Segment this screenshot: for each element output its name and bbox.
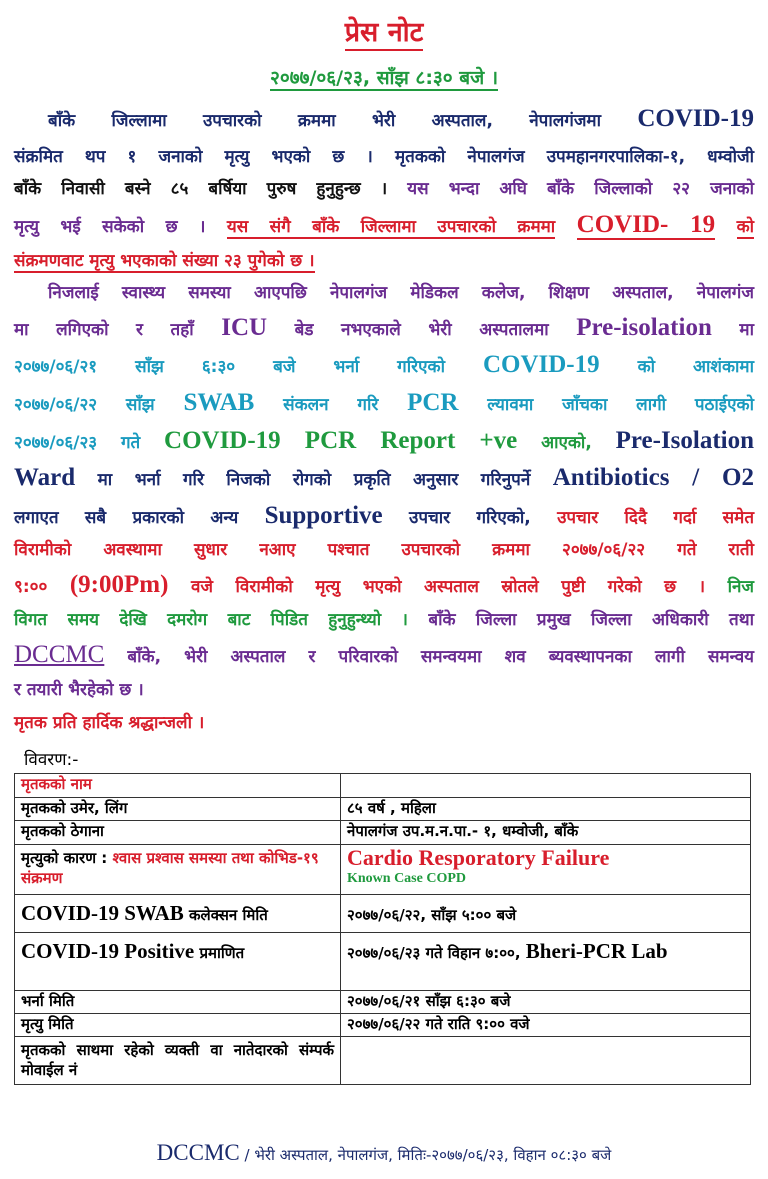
table-row <box>15 895 751 933</box>
row-label: COVID-19 SWAB कलेक्सन मिति <box>15 895 341 933</box>
p2-line-3: २०७७/०६/२१ साँझ ६:३० बजे भर्ना गरिएको COVID-19 को आशंकामा <box>14 351 755 378</box>
p1-line-3: बाँके निवासी बस्ने ८५ बर्षिया पुरुष हुनुहुन्छ । यस भन्दा अघि बाँके जिल्लाको २२ जनाको <box>14 179 755 199</box>
p2-line-9: ९:०० (9:00Pm) वजे विरामीको मृत्यु भएको अस्पताल स्रोतले पुष्टी गरेको छ । निज <box>14 571 755 598</box>
p1-line-4: मृत्यु भई सकेको छ । यस संगै बाँके जिल्लामा उपचारको क्रममा COVID- 19 को <box>14 211 755 238</box>
p2-line-12: र तयारी भैरहेको छ । <box>14 680 144 700</box>
table-row <box>15 933 751 991</box>
details-label: विवरण:- <box>24 750 79 770</box>
p1-line-1: बाँके जिल्लामा उपचारको क्रममा भेरी अस्पताल, नेपालगंजमा COVID-19 <box>48 105 754 132</box>
details-table <box>14 773 751 1085</box>
row-label: मृतकको उमेर, लिंग <box>15 798 341 821</box>
row-label: भर्ना मिति <box>15 991 341 1014</box>
row-label: मृतकको ठेगाना <box>15 821 341 845</box>
p2-line-6: Ward मा भर्ना गरि निजको रोगको प्रकृति अनुसार गरिनुपर्ने Antibiotics / O2 <box>14 464 754 491</box>
p2-line-7: लगाएत सबै प्रकारको अन्य Supportive उपचार गरिएको, उपचार दिदै गर्दा समेत <box>14 502 755 529</box>
row-value <box>341 1037 751 1085</box>
table-row <box>15 774 751 798</box>
p2-line-4: २०७७/०६/२२ साँझ SWAB संकलन गरि PCR ल्यावमा जाँचका लागी पठाईएको <box>14 389 754 416</box>
table-row <box>15 991 751 1014</box>
row-label: COVID-19 Positive प्रमाणित <box>15 933 341 991</box>
table-row <box>15 1014 751 1037</box>
row-label: मृत्यु मिति <box>15 1014 341 1037</box>
row-value: २०७७/०६/२२ गते राति ९:०० वजे <box>341 1014 751 1037</box>
condolence: मृतक प्रति हार्दिक श्रद्धान्जली । <box>14 713 205 733</box>
table-row <box>15 798 751 821</box>
row-value: नेपालगंज उप.म.न.पा.- १, धम्वोजी, बाँके <box>341 821 751 845</box>
row-value <box>341 774 751 798</box>
p2-line-10: विगत समय देखि दमरोग बाट पिडित हुनुहुन्थ्यो । बाँके जिल्ला प्रमुख जिल्ला अधिकारी तथा <box>14 610 755 630</box>
press-note-title: प्रेस नोट <box>0 12 768 49</box>
press-note-dateline: २०७७/०६/२३, साँझ ८:३० बजे । <box>269 67 499 89</box>
row-label: मृत्युको कारण : श्वास प्रश्वास समस्या तथा कोभिड-१९ संक्रमण <box>15 845 341 895</box>
table-row <box>15 845 751 895</box>
p2-line-5: २०७७/०६/२३ गते COVID-19 PCR Report +ve आएको, Pre-Isolation <box>14 427 755 454</box>
p2-line-2: मा लगिएको र तहाँ ICU बेड नभएकाले भेरी अस्पतालमा Pre-isolation मा <box>14 314 754 341</box>
row-value: २०७७/०६/२२, साँझ ५:०० बजे <box>341 895 751 933</box>
row-label: मृतकको नाम <box>15 774 341 798</box>
row-value: २०७७/०६/२१ साँझ ६:३० बजे <box>341 991 751 1014</box>
row-value: Cardio Resporatory Failure Known Case COPD <box>341 845 751 895</box>
p2-line-11: DCCMC बाँके, भेरी अस्पताल र परिवारको समन्वयमा शव ब्यवस्थापनका लागी समन्वय <box>14 641 755 668</box>
footer: DCCMC / भेरी अस्पताल, नेपालगंज, मितिः-२०७७/०६/२३, विहान ०८:३० बजे <box>156 1140 612 1165</box>
table-row <box>15 1037 751 1085</box>
row-value: २०७७/०६/२३ गते विहान ७:००, Bheri-PCR Lab <box>341 933 751 991</box>
row-value: ८५ वर्ष , महिला <box>341 798 751 821</box>
p2-line-1: निजलाई स्वास्थ्य समस्या आएपछि नेपालगंज मेडिकल कलेज, शिक्षण अस्पताल, नेपालगंज <box>48 283 754 303</box>
table-row <box>15 821 751 845</box>
p1-line-2: संक्रमित थप १ जनाको मृत्यु भएको छ । मृतकको नेपालगंज उपमहानगरपालिका-१, धम्वोजी <box>14 147 754 167</box>
p1-line-5: संक्रमणवाट मृत्यु भएकाको संख्या २३ पुगेको छ । <box>14 251 315 271</box>
row-label: मृतकको साथमा रहेको व्यक्ती वा नातेदारको संम्पर्क मोवाईल नं <box>15 1037 341 1085</box>
p2-line-8: विरामीको अवस्थामा सुधार नआए पश्चात उपचारको क्रममा २०७७/०६/२२ गते राती <box>14 540 754 560</box>
